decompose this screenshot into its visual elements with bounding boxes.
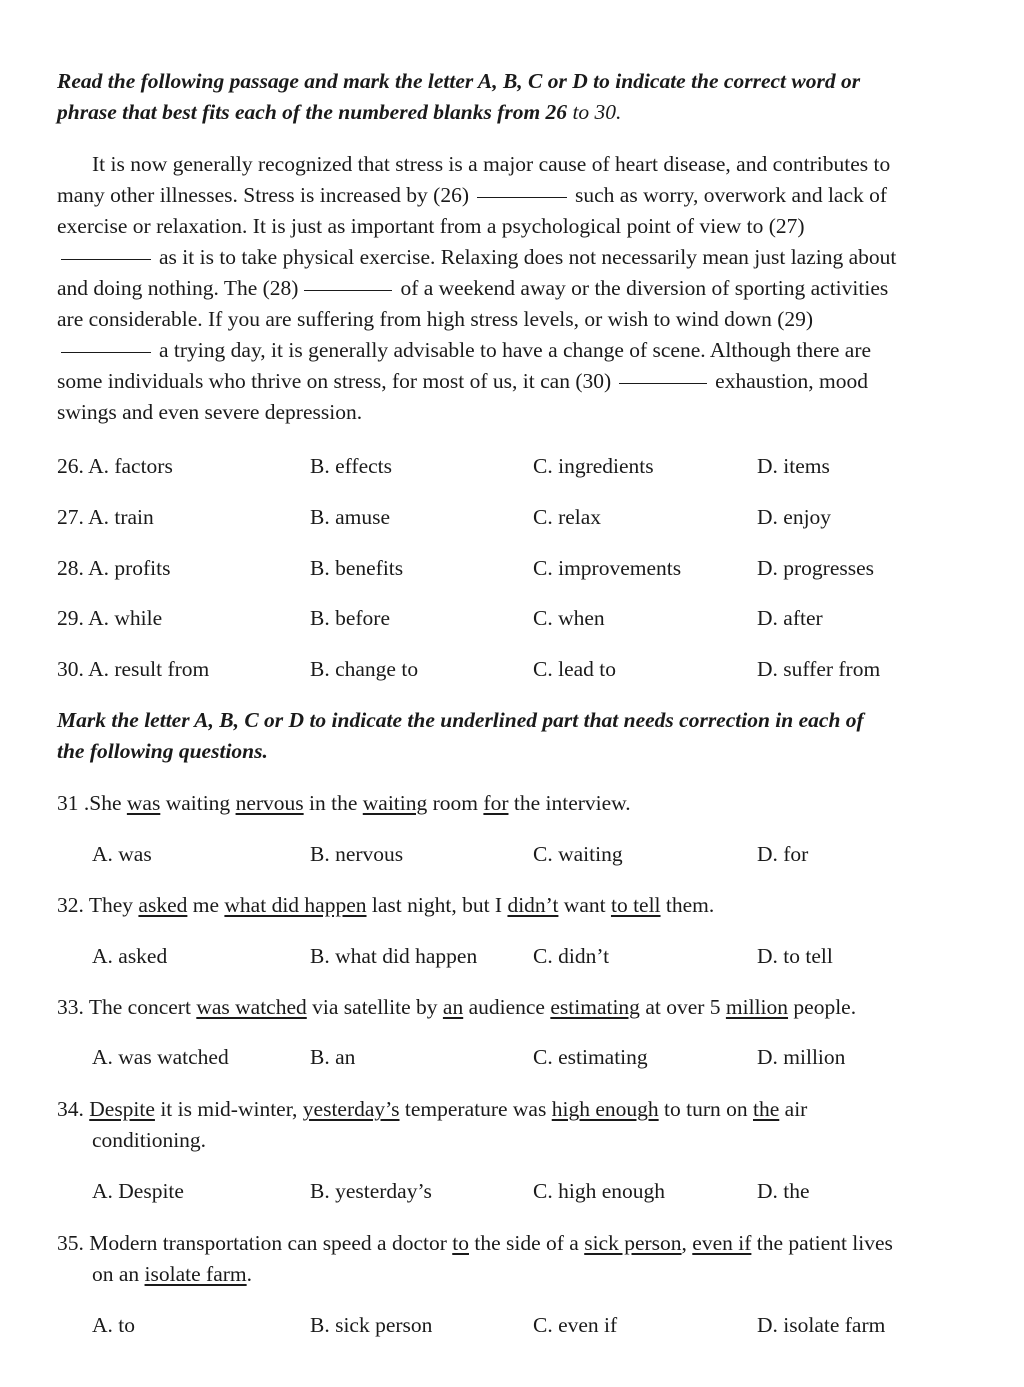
option-b[interactable]: B. change to	[310, 657, 419, 681]
section1-instruction	[57, 66, 977, 128]
option-c[interactable]: C. waiting	[533, 842, 623, 866]
blank-30	[619, 383, 707, 384]
option-d[interactable]: D. the	[757, 1179, 810, 1203]
option-d[interactable]: D. progresses	[757, 556, 875, 580]
sentence-text: temperature was	[399, 1097, 552, 1121]
option-a[interactable]: A. Despite	[92, 1179, 184, 1203]
option-b[interactable]: B. benefits	[310, 556, 404, 580]
question-34-sentence	[57, 1094, 807, 1125]
question-29	[0, 603, 1024, 634]
instruction-text: phrase that best fits each of the numbered blanks from 26	[57, 100, 568, 124]
sentence-text: 33. The concert	[57, 995, 197, 1019]
option-a[interactable]: 26. A. factors	[57, 454, 173, 478]
section2-instruction	[57, 705, 977, 767]
option-b[interactable]: B. yesterday’s	[310, 1179, 432, 1203]
question-35-sentence	[57, 1228, 893, 1259]
passage-text: such as worry, overwork and lack of	[575, 183, 888, 207]
instruction-line: the following questions.	[57, 739, 268, 763]
sentence-text: in the	[303, 791, 363, 815]
option-c[interactable]: C. relax	[533, 505, 602, 529]
option-c[interactable]: C. estimating	[533, 1045, 648, 1069]
passage-line: It is now generally recognized that stress is a major cause of heart disease, and contributes to	[92, 152, 891, 176]
sentence-text: via satellite by	[306, 995, 443, 1019]
question-30	[0, 654, 1024, 685]
underlined-part-d: million	[725, 995, 789, 1019]
passage-line	[57, 335, 871, 366]
option-b[interactable]: B. what did happen	[310, 944, 478, 968]
underlined-part-a: to	[452, 1231, 469, 1255]
underlined-part-c: didn’t	[507, 893, 559, 917]
underlined-part-c: even if	[692, 1231, 752, 1255]
instruction-line: Mark the letter A, B, C or D to indicate the underlined part that needs correction in each of	[57, 708, 864, 732]
option-d[interactable]: D. for	[757, 842, 809, 866]
passage-line	[57, 366, 868, 397]
question-28	[0, 553, 1024, 584]
underlined-part-b: what did happen	[224, 893, 367, 917]
option-a[interactable]: 29. A. while	[57, 606, 163, 630]
sentence-text: the side of a	[468, 1231, 585, 1255]
option-a[interactable]: A. was	[92, 842, 152, 866]
underlined-part-d: to tell	[610, 893, 661, 917]
question-31-options	[0, 839, 1024, 870]
blank-28	[304, 290, 392, 291]
sentence-text: on an	[92, 1262, 145, 1286]
sentence-text: to turn on	[658, 1097, 753, 1121]
sentence-text: 35. Modern transportation can speed a doctor	[57, 1231, 453, 1255]
option-b[interactable]: B. before	[310, 606, 390, 630]
question-33-sentence	[57, 992, 856, 1023]
question-31-sentence	[57, 788, 631, 819]
question-32-options	[0, 941, 1024, 972]
sentence-text: the patient lives	[751, 1231, 893, 1255]
option-c[interactable]: C. ingredients	[533, 454, 654, 478]
option-c[interactable]: C. even if	[533, 1313, 618, 1337]
sentence-text: last night, but I	[366, 893, 508, 917]
option-a[interactable]: A. to	[92, 1313, 135, 1337]
question-27	[0, 502, 1024, 533]
option-b[interactable]: B. an	[310, 1045, 356, 1069]
passage-text: many other illnesses. Stress is increased by (26)	[57, 183, 469, 207]
instruction-line	[57, 97, 977, 128]
instruction-range: to 30.	[567, 100, 622, 124]
question-35-sentence-continued	[92, 1259, 252, 1290]
passage-text: a trying day, it is generally advisable to have a change of scene. Although there are	[159, 338, 872, 362]
passage-text: exhaustion, mood	[715, 369, 869, 393]
option-d[interactable]: D. suffer from	[757, 657, 881, 681]
underlined-part-b: an	[442, 995, 464, 1019]
underlined-part-c: estimating	[550, 995, 640, 1019]
underlined-part-b: yesterday’s	[302, 1097, 400, 1121]
passage-line: are considerable. If you are suffering from high stress levels, or wish to wind down (29)	[57, 307, 814, 331]
option-b[interactable]: B. sick person	[310, 1313, 433, 1337]
underlined-part-d: the	[753, 1097, 780, 1121]
passage-text: some individuals who thrive on stress, for most of us, it can (30)	[57, 369, 612, 393]
passage-line	[57, 242, 896, 273]
option-d[interactable]: D. enjoy	[757, 505, 832, 529]
underlined-part-c: high enough	[551, 1097, 659, 1121]
underlined-part-d: isolate farm	[144, 1262, 247, 1286]
sentence-text: .	[246, 1262, 253, 1286]
passage-line	[57, 273, 888, 304]
sentence-text: at over 5	[639, 995, 726, 1019]
blank-29	[61, 352, 151, 353]
option-d[interactable]: D. items	[757, 454, 830, 478]
question-33-options	[0, 1042, 1024, 1073]
option-a[interactable]: A. was watched	[92, 1045, 229, 1069]
option-c[interactable]: C. lead to	[533, 657, 616, 681]
option-d[interactable]: D. after	[757, 606, 823, 630]
option-c[interactable]: C. high enough	[533, 1179, 665, 1203]
sentence-text: waiting	[160, 791, 236, 815]
option-a[interactable]: A. asked	[92, 944, 168, 968]
sentence-text: people.	[788, 995, 857, 1019]
sentence-text: the interview.	[508, 791, 631, 815]
question-34-sentence-continued: conditioning.	[92, 1128, 207, 1152]
sentence-text: them.	[660, 893, 715, 917]
sentence-text: 31 .She	[57, 791, 127, 815]
sentence-text: it is mid-winter,	[154, 1097, 303, 1121]
option-b[interactable]: B. nervous	[310, 842, 404, 866]
passage-line	[57, 180, 887, 211]
option-c[interactable]: C. when	[533, 606, 605, 630]
sentence-text: me	[187, 893, 225, 917]
instruction-line: Read the following passage and mark the letter A, B, C or D to indicate the correct word or	[57, 69, 861, 93]
sentence-text: audience	[463, 995, 551, 1019]
sentence-text: 32. They	[57, 893, 139, 917]
underlined-part-a: was watched	[196, 995, 307, 1019]
option-d[interactable]: D. isolate farm	[757, 1313, 886, 1337]
option-c[interactable]: C. didn’t	[533, 944, 610, 968]
underlined-part-d: for	[483, 791, 509, 815]
option-a[interactable]: 28. A. profits	[57, 556, 171, 580]
underlined-part-a: Despite	[89, 1097, 155, 1121]
sentence-text: ,	[681, 1231, 693, 1255]
underlined-part-c: waiting	[362, 791, 428, 815]
underlined-part-a: asked	[138, 893, 188, 917]
option-d[interactable]: D. to tell	[757, 944, 833, 968]
passage-line: exercise or relaxation. It is just as important from a psychological point of view to (27)	[57, 214, 805, 238]
sentence-text: 34.	[57, 1097, 90, 1121]
passage-text: and doing nothing. The (28)	[57, 276, 299, 300]
sentence-text: air	[779, 1097, 808, 1121]
question-34-options	[0, 1176, 1024, 1207]
option-b[interactable]: B. amuse	[310, 505, 391, 529]
passage-text: of a weekend away or the diversion of sporting activities	[400, 276, 889, 300]
option-b[interactable]: B. effects	[310, 454, 392, 478]
question-35-options	[0, 1310, 1024, 1341]
blank-26	[477, 197, 567, 198]
sentence-text: want	[558, 893, 611, 917]
question-32-sentence	[57, 890, 714, 921]
option-c[interactable]: C. improvements	[533, 556, 682, 580]
option-a[interactable]: 27. A. train	[57, 505, 154, 529]
sentence-text: room	[427, 791, 484, 815]
underlined-part-a: was	[126, 791, 161, 815]
passage-text: as it is to take physical exercise. Relaxing does not necessarily mean just lazing about	[159, 245, 897, 269]
option-d[interactable]: D. million	[757, 1045, 846, 1069]
underlined-part-b: sick person	[584, 1231, 682, 1255]
blank-27	[61, 259, 151, 260]
passage-line: swings and even severe depression.	[57, 400, 363, 424]
option-a[interactable]: 30. A. result from	[57, 657, 210, 681]
underlined-part-b: nervous	[235, 791, 304, 815]
question-26	[0, 451, 1024, 482]
